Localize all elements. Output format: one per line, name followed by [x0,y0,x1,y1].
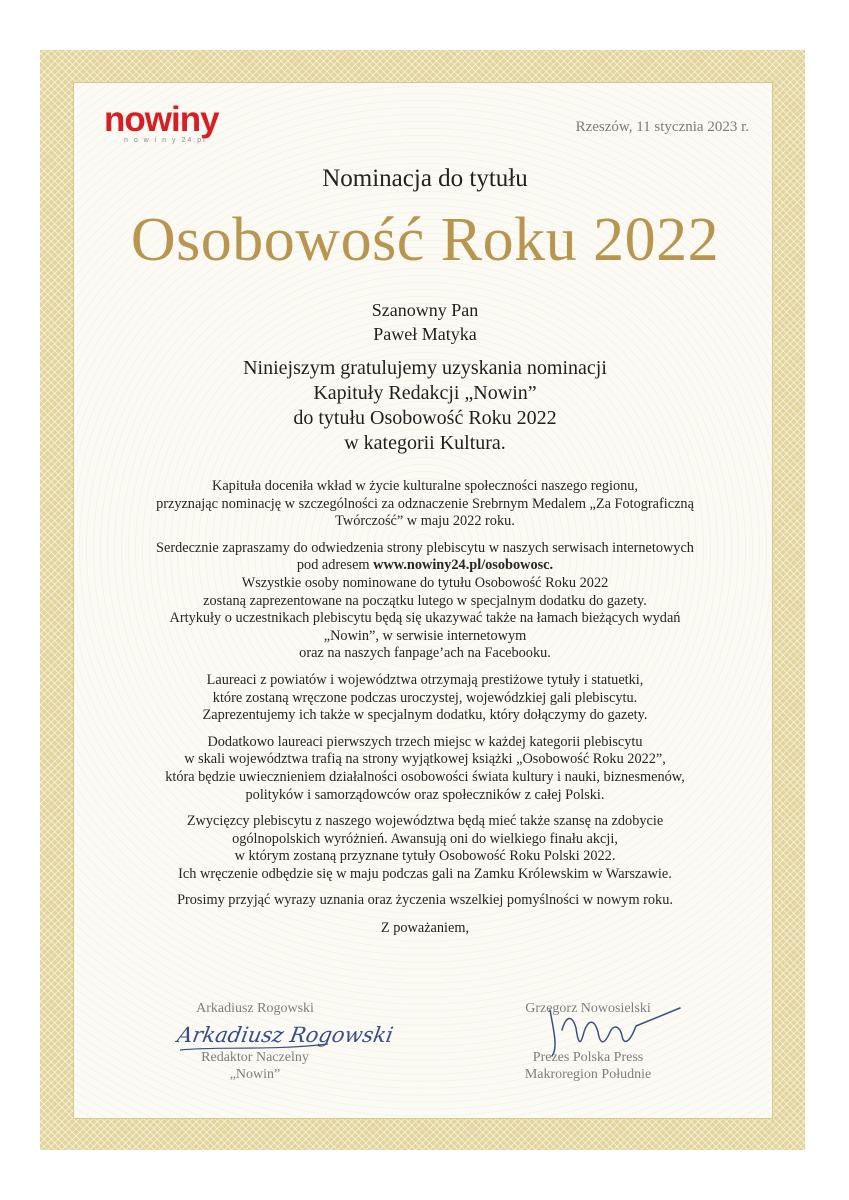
body-line: Ich wręczenie odbędzie się w maju podczas gali na Zamku Królewskim w Warszawie. [178,865,672,882]
body-paragraph [90,892,760,910]
body-paragraph [90,734,760,804]
body-line: „Nowin”, w serwisie internetowym [323,627,527,644]
body-line: w którym zostaną przyznane tytuły Osobowość Roku Polski 2022. [234,848,616,865]
body-line: Kapituła doceniła wkład w życie kulturalne społeczności naszego regionu, [212,478,638,494]
body-line: pod adresem [296,557,374,574]
signatory-role: Redaktor Naczelny [201,1050,309,1065]
body-line: która będzie uwiecznieniem działalności osobowości świata kultury i nauki, biznesmenów, [165,768,685,785]
congrats-line: w kategorii Kultura. [344,432,506,454]
nomination-subtitle: Nominacja do tytułu [322,165,528,192]
body-line: Laureaci z powiatów i województwa otrzymają prestiżowe tytuły i statuetki, [206,671,644,688]
body-paragraph [90,672,760,725]
letter-date: Rzeszów, 11 stycznia 2023 r. [575,119,749,135]
body-line: Twórczość” w maju 2022 roku. [335,513,515,530]
logo-wordmark: nowiny [104,100,219,139]
handwritten-signature-left [175,1010,396,1058]
nowiny-logo [104,100,229,148]
body-line: Artykuły o uczestnikach plebiscytu będą się ukazywać także na łamach bieżących wydań [169,610,681,627]
body-line: przyznając nominację w szczególności za odznaczenie Srebrnym Medalem „Za Fotograficzną [156,495,694,512]
body-paragraph [90,540,760,663]
signatory-name: Arkadiusz Rogowski [196,1001,314,1016]
award-title: Osobowość Roku 2022 [130,206,720,274]
logo-subline: n o w i n y 24.pl [124,137,207,144]
addressee-name: Paweł Matyka [373,324,477,344]
handwritten-signature-right [540,1002,690,1062]
body-line: oraz na naszych fanpage’ach na Facebooku. [299,645,551,662]
addressee-salutation: Szanowny Pan [371,300,479,320]
body-line: Wszystkie osoby nominowane do tytułu Osobowość Roku 2022 [241,574,609,591]
signatory-organization: Makroregion Południe [524,1067,652,1082]
body-line: zostaną zaprezentowane na początku lutego w specjalnym dodatku do gazety. [203,592,647,609]
body-line: polityków i samorządowców oraz społeczników z całej Polski. [245,786,605,803]
body-paragraph [90,813,760,883]
body-line: Serdecznie zapraszamy do odwiedzenia strony plebiscytu w naszych serwisach internetowych [156,539,694,556]
congratulations [90,356,760,456]
signatory-role: Prezes Polska Press [532,1050,644,1065]
body-line: które zostaną wręczone podczas uroczystej, wojewódzkiej gali plebiscytu. [212,689,638,706]
body-paragraph [90,478,760,531]
signatory-organization: „Nowin” [229,1067,281,1082]
body-line: Prosimy przyjąć wyrazy uznania oraz życzenia wszelkiej pomyślności w nowym roku. [177,892,673,909]
closing-regards: Z poważaniem, [380,920,470,936]
signature-scrawl: Arkadiusz Rogowski [175,1022,396,1047]
body-line: Zaprezentujemy ich także w specjalnym dodatku, który dołączymy do gazety. [202,707,648,724]
body-line: Dodatkowo laureaci pierwszych trzech miejsc w każdej kategorii plebiscytu [207,733,643,750]
body-line: Zwycięzcy plebiscytu z naszego województwa będą mieć także szansę na zdobycie [186,813,664,830]
addressee [90,298,760,346]
congrats-line: Niniejszym gratulujemy uzyskania nominacji [243,357,607,379]
letter-body [90,478,760,919]
plebiscite-url: www.nowiny24.pl/osobowosc. [373,557,554,574]
body-line: w skali województwa trafią na strony wyjątkowej książki „Osobowość Roku 2022”, [184,751,666,768]
congrats-line: Kapituły Redakcji „Nowin” [313,382,537,404]
signatory-name: Grzegorz Nowosielski [525,1001,651,1016]
congrats-line: do tytułu Osobowość Roku 2022 [293,407,557,429]
body-line: ogólnopolskich wyróżnień. Awansują oni do wielkiego finału akcji, [232,830,618,847]
